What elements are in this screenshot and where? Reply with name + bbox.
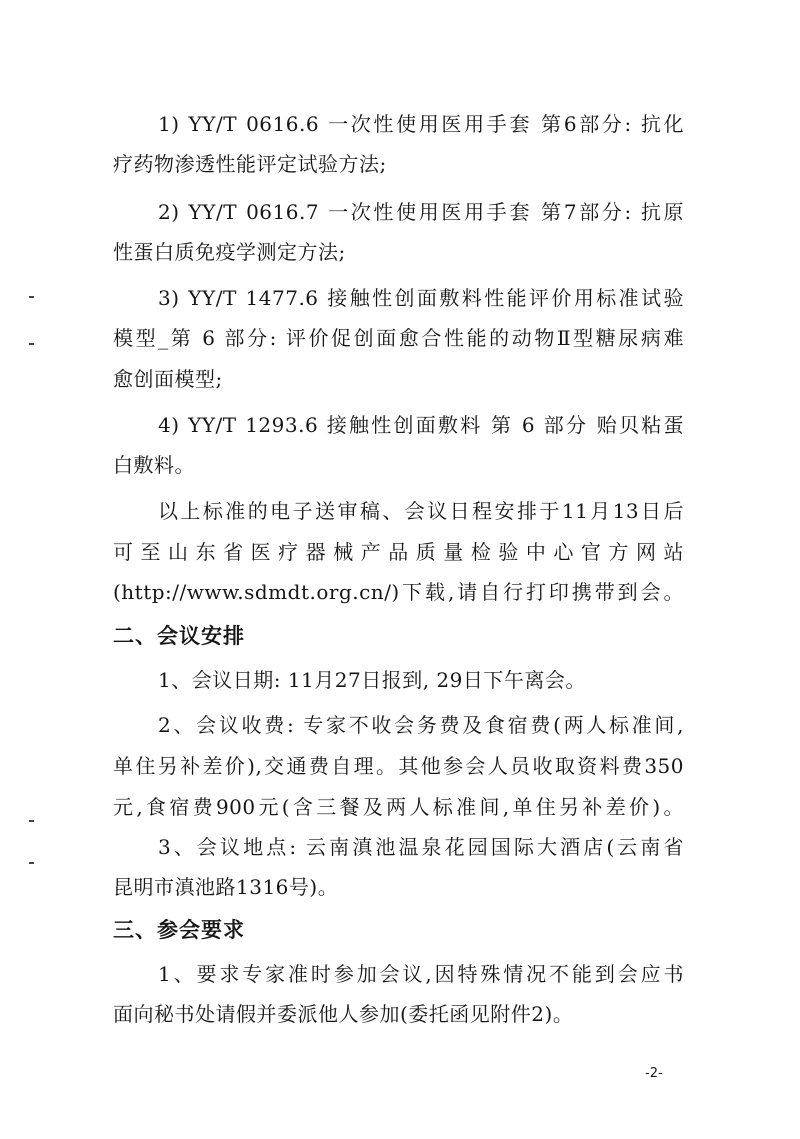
paragraph-line: 1) YY/T 0616.6 一次性使用医用手套 第6部分: 抗化 bbox=[158, 112, 684, 136]
paragraph-line: 4) YY/T 1293.6 接触性创面敷料 第 6 部分 贻贝粘蛋 bbox=[158, 413, 684, 437]
paragraph-line: 以上标准的电子送审稿、会议日程安排于11月13日后 bbox=[158, 499, 684, 523]
scan-mark bbox=[29, 862, 34, 864]
paragraph-line: 元,食宿费900元(含三餐及两人标准间,单住另补差价)。 bbox=[113, 795, 684, 819]
section-heading: 三、参会要求 bbox=[113, 918, 245, 942]
section-heading: 二、会议安排 bbox=[113, 624, 245, 648]
paragraph-line: 模型_第 6 部分: 评价促创面愈合性能的动物Ⅱ型糖尿病难 bbox=[113, 326, 684, 350]
paragraph-line: 单住另补差价),交通费自理。其他参会人员收取资料费350 bbox=[113, 754, 684, 778]
paragraph-line: 3) YY/T 1477.6 接触性创面敷料性能评价用标准试验 bbox=[158, 286, 684, 310]
paragraph-line: 疗药物渗透性能评定试验方法; bbox=[113, 152, 387, 176]
page-number: -2- bbox=[645, 1066, 663, 1081]
scan-mark bbox=[29, 296, 34, 298]
paragraph-line: 性蛋白质免疫学测定方法; bbox=[113, 240, 346, 264]
paragraph-line: 愈创面模型; bbox=[113, 367, 223, 391]
paragraph-line: 2) YY/T 0616.7 一次性使用医用手套 第7部分: 抗原 bbox=[158, 200, 684, 224]
paragraph-line: 2、会议收费: 专家不收会务费及食宿费(两人标准间, bbox=[158, 713, 684, 737]
scan-mark bbox=[29, 343, 34, 345]
paragraph-line: 面向秘书处请假并委派他人参加(委托函见附件2)。 bbox=[113, 1002, 574, 1026]
paragraph-line: 1、要求专家准时参加会议,因特殊情况不能到会应书 bbox=[158, 962, 684, 986]
scan-mark bbox=[29, 820, 34, 822]
paragraph-line: (http://www.sdmdt.org.cn/)下载,请自行打印携带到会。 bbox=[113, 580, 684, 604]
paragraph-line: 可至山东省医疗器械产品质量检验中心官方网站 bbox=[113, 540, 684, 564]
paragraph-line: 昆明市滇池路1316号)。 bbox=[113, 875, 339, 899]
paragraph-line: 1、会议日期: 11月27日报到, 29日下午离会。 bbox=[158, 668, 586, 692]
paragraph-line: 白敷料。 bbox=[113, 453, 195, 477]
paragraph-line: 3、会议地点: 云南滇池温泉花园国际大酒店(云南省 bbox=[158, 835, 684, 859]
